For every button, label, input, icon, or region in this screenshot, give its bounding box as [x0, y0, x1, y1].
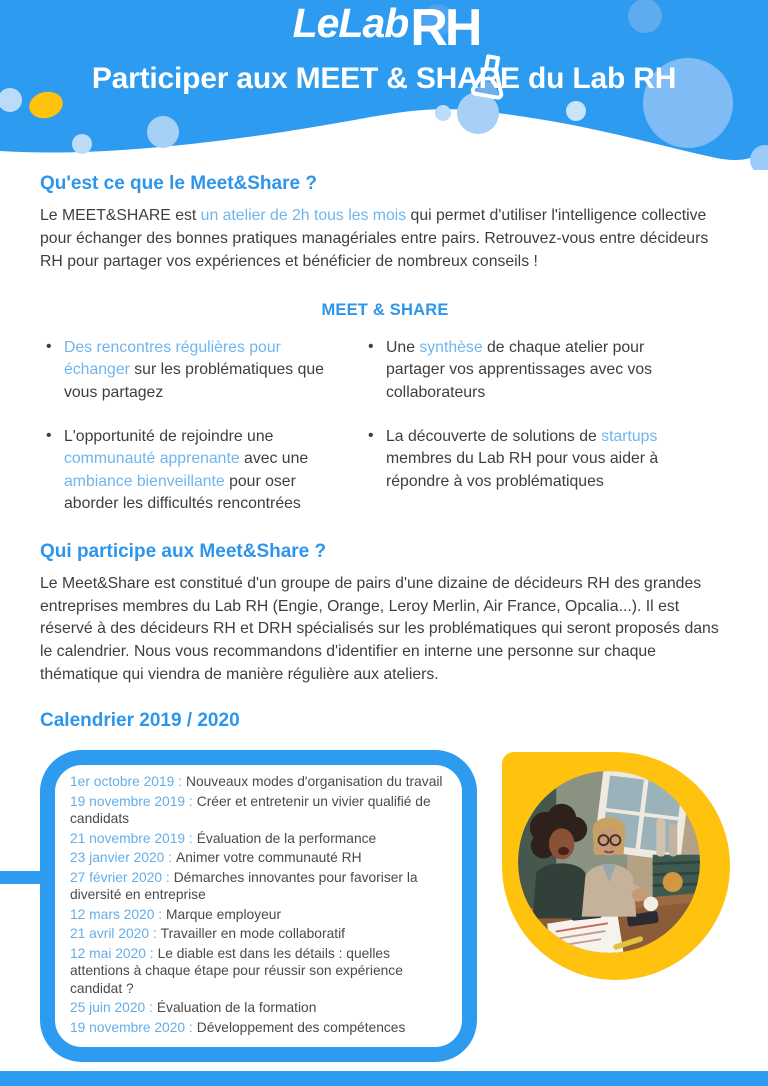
list-item: • Une synthèse de chaque atelier pour partager vos apprentissages avec vos collaborateurs	[362, 337, 680, 404]
who-participates-paragraph: Le Meet&Share est constitué d'un groupe de pairs d'une dizaine de décideurs RH des grandes entreprises membres du Lab RH (Engie, Orange, Leroy Merlin, Air France, Opcalia...). Il est réservé à des décideurs RH et DRH spécialisés sur les problématiques qui seront proposés dans le calendrier. Nous vous recommandons d'identifier en interne une personne sur chaque thématique qui viendra de manière régulière aux ateliers.	[40, 574, 719, 684]
list-item: • L'opportunité de rejoindre une communauté apprenante avec une ambiance bienveillante pour oser aborder les difficultés rencontrées	[40, 426, 330, 516]
calendar-entry: 23 janvier 2020 : Animer votre communauté RH	[70, 850, 362, 866]
header-banner	[0, 0, 768, 160]
calendar-section	[40, 750, 730, 1062]
bubble-decoration	[147, 116, 179, 148]
benefits-list	[40, 337, 730, 516]
meeting-photo-block	[502, 752, 730, 980]
calendar-entry: 12 mai 2020 : Le diable est dans les détails : quelles attentions à chaque étape pour réussir son expérience candidat ?	[70, 945, 403, 996]
calendar-entry: 21 avril 2020 : Travailler en mode collaboratif	[70, 926, 345, 942]
calendar-entry: 19 novembre 2019 : Créer et entretenir un vivier qualifié de candidats	[70, 793, 431, 827]
calendar-entry: 1er octobre 2019 : Nouveaux modes d'organisation du travail	[70, 774, 443, 790]
list-item: • La découverte de solutions de startups membres du Lab RH pour vous aider à répondre à vos problématiques	[362, 426, 680, 516]
bubble-decoration	[72, 134, 92, 154]
logo-bold-text: RH	[410, 0, 480, 57]
bubble-decoration	[566, 101, 586, 121]
meeting-photo	[518, 771, 700, 953]
calendar-entry: 25 juin 2020 : Évaluation de la formation	[70, 1000, 317, 1016]
calendar-box	[40, 750, 477, 1062]
meet-and-share-subheading: MEET & SHARE	[321, 300, 449, 319]
calendar-entry: 12 mars 2020 : Marque employeur	[70, 906, 282, 922]
calendar-heading: Calendrier 2019 / 2020	[40, 710, 240, 732]
page-title: Participer aux MEET & SHARE du Lab RH	[91, 62, 677, 95]
lelabrh-logo	[0, 0, 768, 57]
calendar-entry: 19 novembre 2020 : Développement des compétences	[70, 1019, 406, 1035]
calendar-entry: 27 février 2020 : Démarches innovantes pour favoriser la diversité en entreprise	[70, 869, 418, 903]
footer-bar-decoration	[0, 1071, 768, 1086]
logo-script-text: LeLab	[292, 0, 409, 46]
what-is-meetshare-heading: Qu'est ce que le Meet&Share ?	[40, 173, 317, 194]
main-content	[0, 173, 768, 1062]
what-is-meetshare-paragraph: Le MEET&SHARE est un atelier de 2h tous les mois qui permet d'utiliser l'intelligence collective pour échanger des bonnes pratiques managériales entre pairs. Retrouvez-vous entre décideurs RH pour partager vos expériences et bénéficier de nombreux conseils !	[40, 207, 709, 270]
bubble-decoration	[435, 105, 451, 121]
who-participates-heading: Qui participe aux Meet&Share ?	[40, 540, 327, 562]
calendar-entry: 21 novembre 2019 : Évaluation de la performance	[70, 830, 377, 846]
list-item: • Des rencontres régulières pour échanger sur les problématiques que vous partagez	[40, 337, 330, 404]
